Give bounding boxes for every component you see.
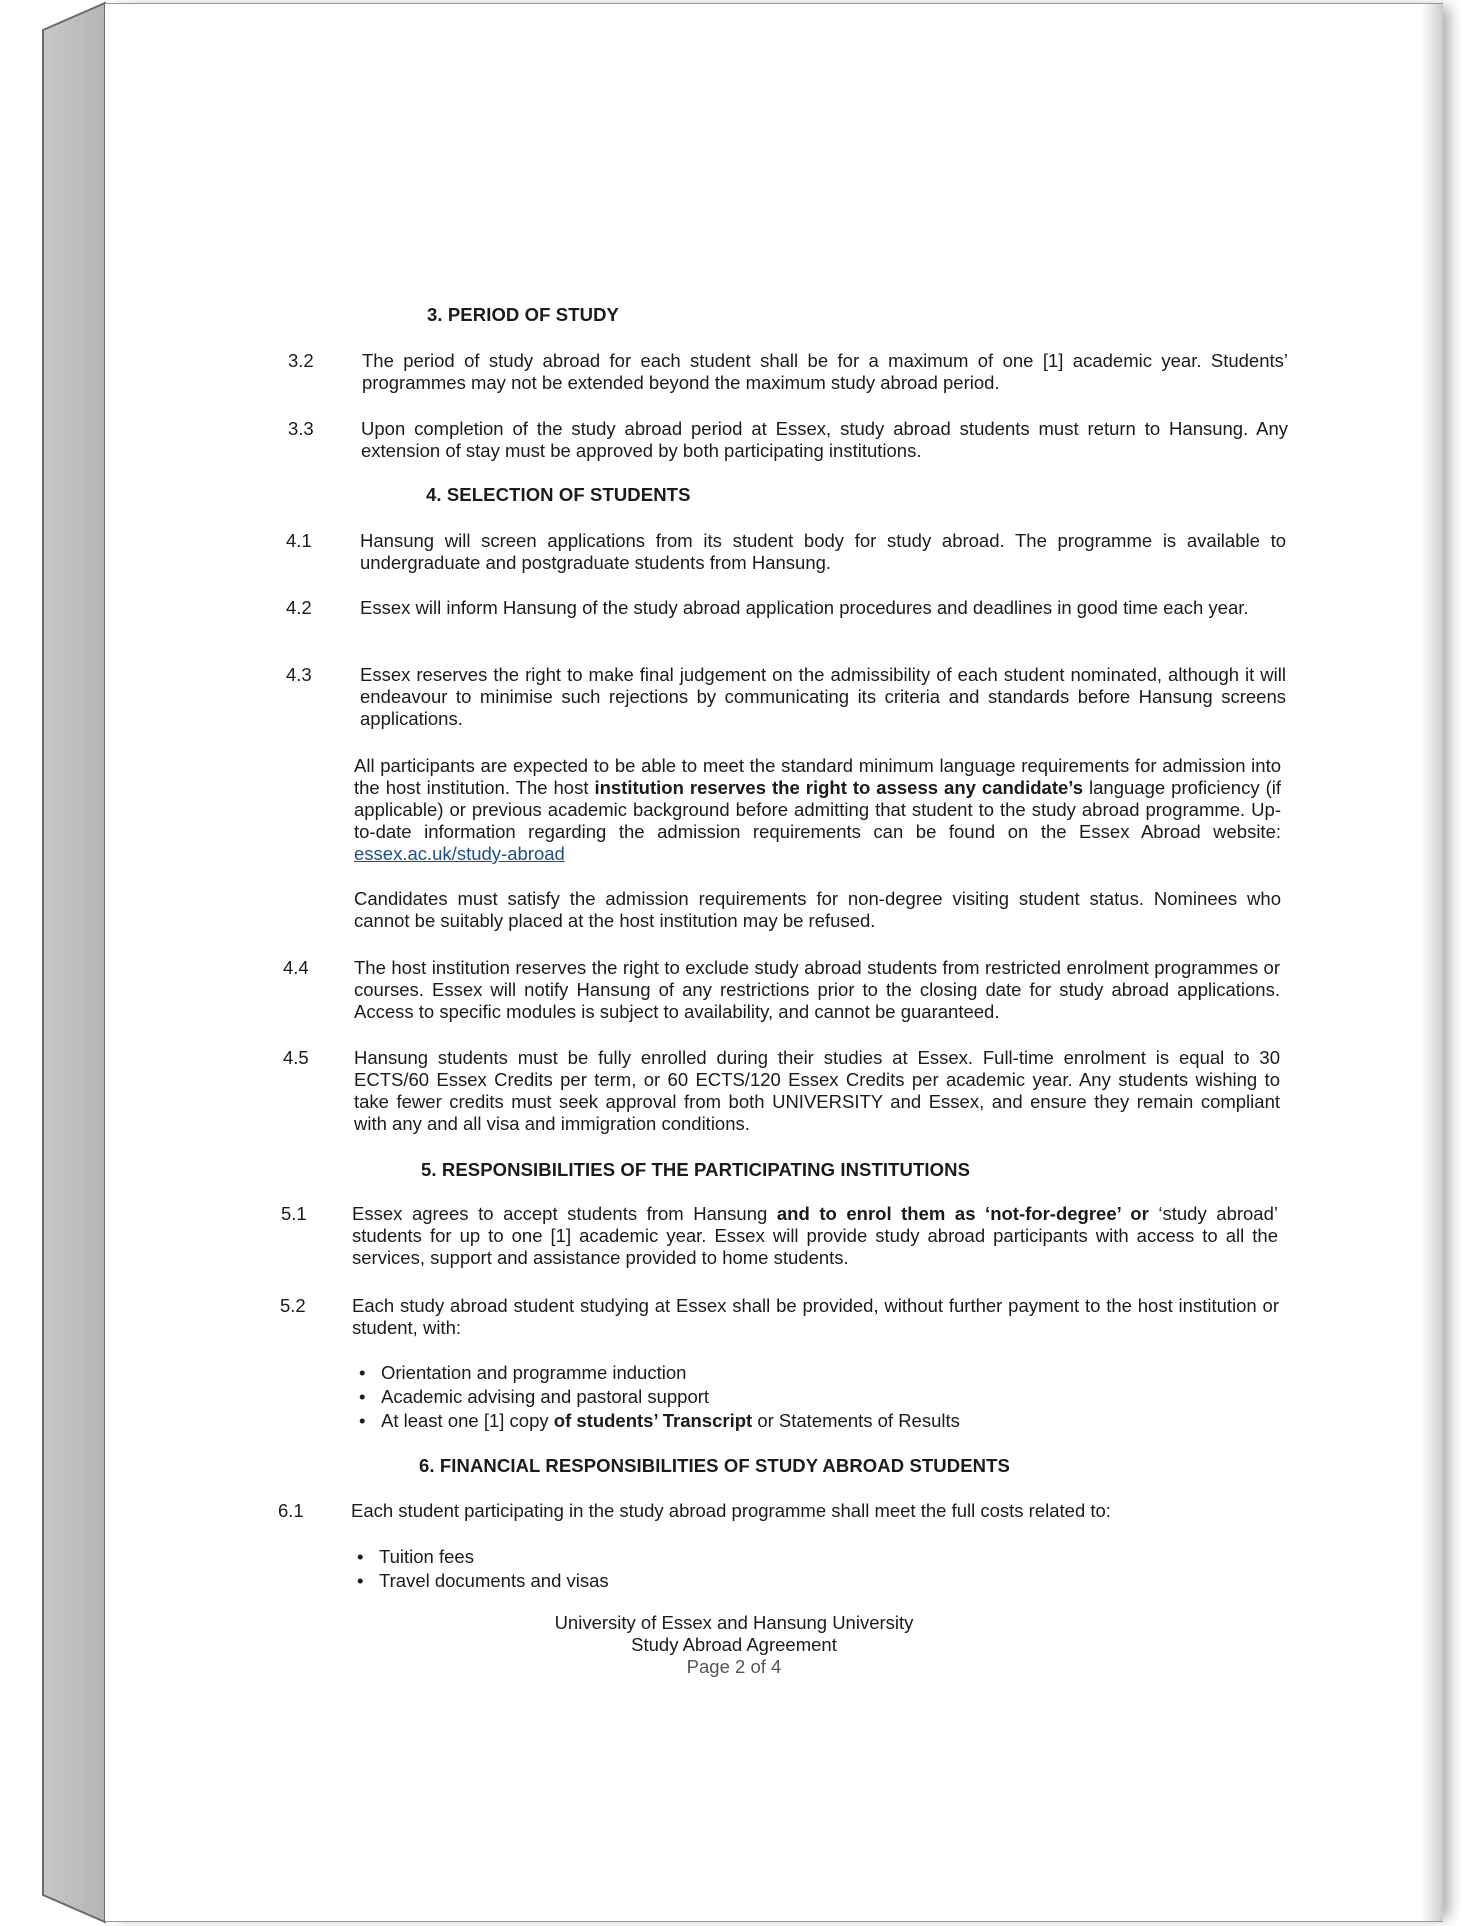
clause-number: 4.1 bbox=[286, 530, 312, 551]
bullet-icon: • bbox=[359, 1386, 366, 1407]
clause-text: Hansung students must be fully enrolled during their studies at Essex. Full-time enrolment is equal to 30 ECTS/60 Essex Credits per term, or 60 ECTS/120 Essex Credits per academic year. Any students wishing to take fewer credits must seek approval from both UNIVERSITY and Essex, and ensure they remain compliant with any and all visa and immigration conditions. bbox=[354, 1047, 1280, 1134]
footer-line-1: University of Essex and Hansung University bbox=[554, 1612, 914, 1633]
clause-number: 6.1 bbox=[278, 1500, 304, 1521]
clause-number: 5.1 bbox=[281, 1203, 307, 1224]
clause-text: Hansung will screen applications from its student body for study abroad. The programme is available to undergraduate and postgraduate students from Hansung. bbox=[360, 530, 1286, 573]
clause-bold-text: and to enrol them as ‘not-for-degree’ or bbox=[776, 1203, 1149, 1224]
clause-text: The period of study abroad for each student shall be for a maximum of one [1] academic year. Students’ programmes may not be extended beyond the maximum study abroad period. bbox=[362, 350, 1288, 393]
clause-text: Essex will inform Hansung of the study abroad application procedures and deadlines in good time each year. bbox=[360, 597, 1249, 618]
list-item-text: Orientation and programme induction bbox=[381, 1362, 687, 1383]
clause-number: 3.2 bbox=[288, 350, 314, 371]
list-item bbox=[353, 1545, 609, 1569]
page-number: Page 2 of 4 bbox=[686, 1656, 782, 1677]
clause-text: Each study abroad student studying at Essex shall be provided, without further payment to the host institution or student, with: bbox=[352, 1295, 1279, 1338]
clause-number: 4.3 bbox=[286, 664, 312, 685]
list-item-text: Academic advising and pastoral support bbox=[381, 1386, 710, 1407]
costs-list bbox=[353, 1545, 609, 1593]
footer-line-2: Study Abroad Agreement bbox=[631, 1634, 837, 1655]
clause-number: 4.2 bbox=[286, 597, 312, 618]
page-footer bbox=[65, 1612, 1403, 1678]
list-item bbox=[355, 1409, 960, 1433]
bullet-icon: • bbox=[357, 1570, 364, 1591]
section-4-heading: 4. SELECTION OF STUDENTS bbox=[426, 484, 691, 505]
paragraph-text: All participants are expected to be able to meet the standard minimum language requirements for admission into the host institution. The host bbox=[354, 755, 1281, 798]
clause-number: 4.5 bbox=[283, 1047, 309, 1068]
clause-text: Upon completion of the study abroad period at Essex, study abroad students must return to Hansung. Any extension of stay must be approved by both participating institutions. bbox=[361, 418, 1288, 461]
list-item-text: Travel documents and visas bbox=[379, 1570, 609, 1591]
clause-text bbox=[352, 1203, 1278, 1269]
document-page bbox=[105, 3, 1443, 1922]
section-6-heading: 6. FINANCIAL RESPONSIBILITIES OF STUDY ABROAD STUDENTS bbox=[419, 1455, 1010, 1476]
list-item-bold-text: of students’ Transcript bbox=[553, 1410, 753, 1431]
provisions-list bbox=[355, 1361, 960, 1433]
clause-text: Each student participating in the study abroad programme shall meet the full costs related to: bbox=[351, 1500, 1111, 1521]
paragraph-text: language proficiency (if applicable) or previous academic background before admitting that student to the study abroad programme. Up-to-date information regarding the admission requirements can be found on the Essex Abroad website: bbox=[354, 777, 1281, 842]
bullet-icon: • bbox=[359, 1410, 366, 1431]
list-item bbox=[353, 1569, 609, 1593]
clause-number: 4.4 bbox=[283, 957, 309, 978]
clause-text-part: ‘study abroad’ students for up to one [1] academic year. Essex will provide study abroad participants with access to all the services, support and assistance provided to home students. bbox=[352, 1203, 1278, 1268]
list-item bbox=[355, 1361, 960, 1385]
clause-text-part: Essex agrees to accept students from Hansung bbox=[352, 1203, 777, 1224]
clause-number: 3.3 bbox=[288, 418, 314, 439]
clause-text: Essex reserves the right to make final judgement on the admissibility of each student nominated, although it will endeavour to minimise such rejections by communicating its criteria and standards before Hansung screens applications. bbox=[360, 664, 1286, 729]
essex-abroad-link[interactable]: essex.ac.uk/study-abroad bbox=[354, 843, 565, 864]
section-5-heading: 5. RESPONSIBILITIES OF THE PARTICIPATING INSTITUTIONS bbox=[421, 1159, 971, 1180]
document-content bbox=[105, 4, 1443, 1921]
clause-4-3-language-paragraph bbox=[354, 755, 1281, 865]
list-item-text: Tuition fees bbox=[379, 1546, 474, 1567]
section-3-heading: 3. PERIOD OF STUDY bbox=[427, 304, 619, 325]
clause-text: The host institution reserves the right to exclude study abroad students from restricted enrolment programmes or courses. Essex will notify Hansung of any restrictions prior to the closing date for study abroad applications. Access to specific modules is subject to availability, and cannot be guaranteed. bbox=[354, 957, 1280, 1022]
clause-number: 5.2 bbox=[280, 1295, 306, 1316]
clause-4-3-candidates-paragraph: Candidates must satisfy the admission requirements for non-degree visiting student status. Nominees who cannot be suitably placed at the host institution may be refused. bbox=[354, 888, 1281, 931]
list-item bbox=[355, 1385, 960, 1409]
paragraph-bold-text: institution reserves the right to assess any candidate’s bbox=[594, 777, 1084, 798]
list-item-text: At least one [1] copy bbox=[381, 1410, 554, 1431]
bullet-icon: • bbox=[357, 1546, 364, 1567]
list-item-text: or Statements of Results bbox=[752, 1410, 960, 1431]
bullet-icon: • bbox=[359, 1362, 366, 1383]
